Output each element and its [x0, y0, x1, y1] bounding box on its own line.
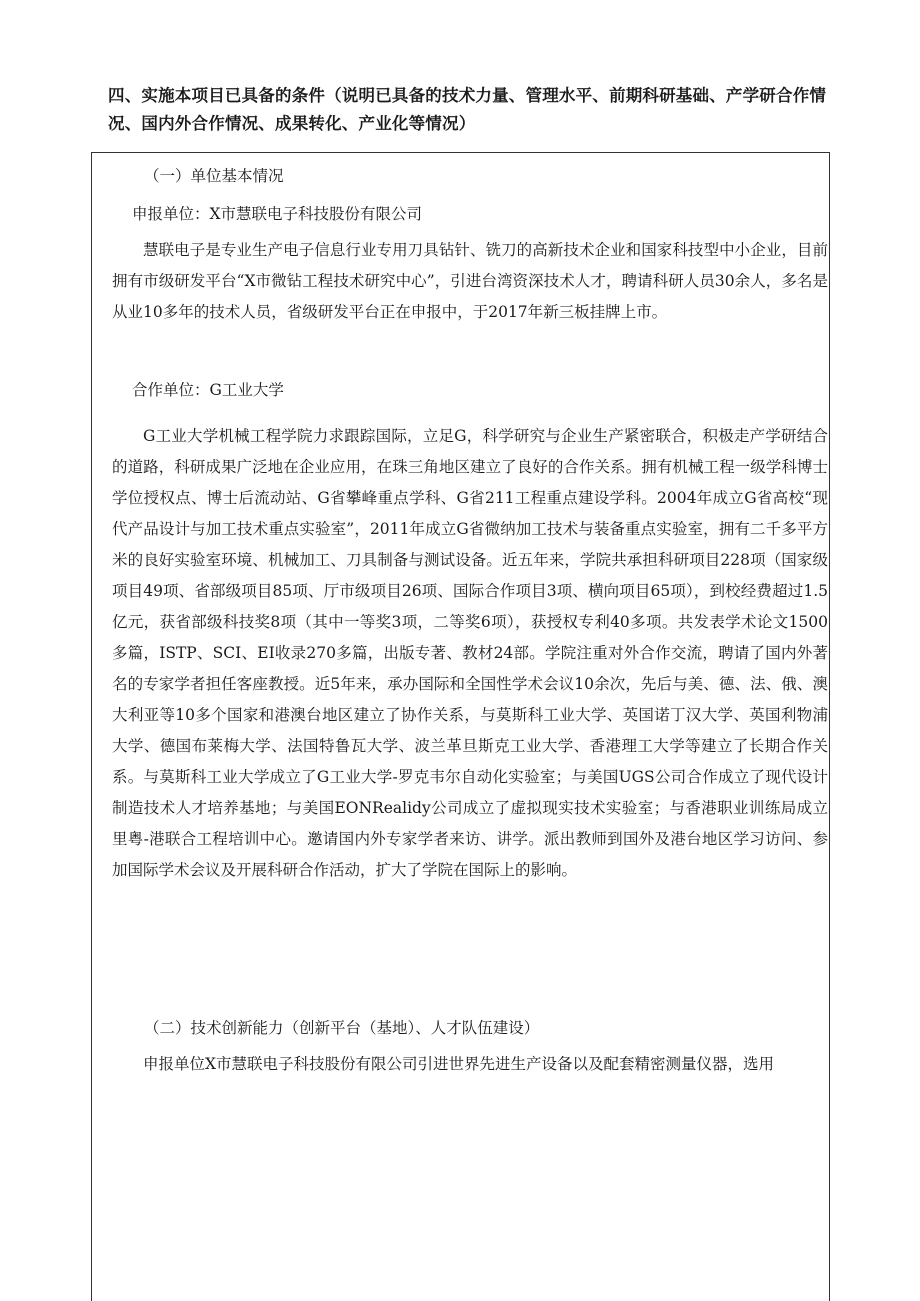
content-table-cell	[91, 152, 830, 1301]
applicant-description-paragraph: 慧联电子是专业生产电子信息行业专用刀具钻针、铣刀的高新技术企业和国家科技型中小企业，目前拥有市级研发平台“X市微钻工程技术研究中心”，引进台湾资深技术人才，聘请科研人员30余人，多名是从业10多年的技术人员，省级研发平台正在申报中，于2017年新三板挂牌上市。	[112, 241, 828, 321]
innovation-paragraph: 申报单位X市慧联电子科技股份有限公司引进世界先进生产设备以及配套精密测量仪器，选用	[143, 1055, 775, 1073]
subsection-title-innovation: （二）技术创新能力（创新平台（基地）、人才队伍建设）	[144, 1019, 540, 1037]
partner-unit-line: 合作单位：G工业大学	[132, 381, 284, 399]
partner-description-paragraph: G工业大学机械工程学院力求跟踪国际，立足G，科学研究与企业生产紧密联合，积极走产学研结合的道路，科研成果广泛地在企业应用，在珠三角地区建立了良好的合作关系。拥有机械工程一级学科博士学位授权点、博士后流动站、G省攀峰重点学科、G省211工程重点建设学科。2004年成立G省高校“现代产品设计与加工技术重点实验室”，2011年成立G省微纳加工技术与装备重点实验室，拥有二千多平方米的良好实验室环境、机械加工、刀具制备与测试设备。近五年来，学院共承担科研项目228项（国家级项目49项、省部级项目85项、厅市级项目26项、国际合作项目3项、横向项目65项），到校经费超过1.5亿元，获省部级科技奖8项（其中一等奖3项，二等奖6项），获授权专利40多项。共发表学术论文1500多篇，ISTP、SCI、EI收录270多篇，出版专著、教材24部。学院注重对外合作交流，聘请了国内外著名的专家学者担任客座教授。近5年来，承办国际和全国性学术会议10余次，先后与美、德、法、俄、澳大利亚等10多个国家和港澳台地区建立了协作关系，与莫斯科工业大学、英国诺丁汉大学、英国利物浦大学、德国布莱梅大学、法国特鲁瓦大学、波兰革旦斯克工业大学、香港理工大学等建立了长期合作关系。与莫斯科工业大学成立了G工业大学-罗克韦尔自动化实验室；与美国UGS公司合作成立了现代设计制造技术人才培养基地；与美国EONRealidy公司成立了虚拟现实技术实验室；与香港职业训练局成立里粤-港联合工程培训中心。邀请国内外专家学者来访、讲学。派出教师到国外及港台地区学习访问、参加国际学术会议及开展科研合作活动，扩大了学院在国际上的影响。	[112, 427, 828, 879]
applicant-unit-line: 申报单位：X市慧联电子科技股份有限公司	[132, 205, 423, 223]
subsection-title-basic-info: （一）单位基本情况	[144, 167, 284, 185]
section-heading: 四、实施本项目已具备的条件（说明已具备的技术力量、管理水平、前期科研基础、产学研合作情况、国内外合作情况、成果转化、产业化等情况）	[108, 86, 827, 133]
